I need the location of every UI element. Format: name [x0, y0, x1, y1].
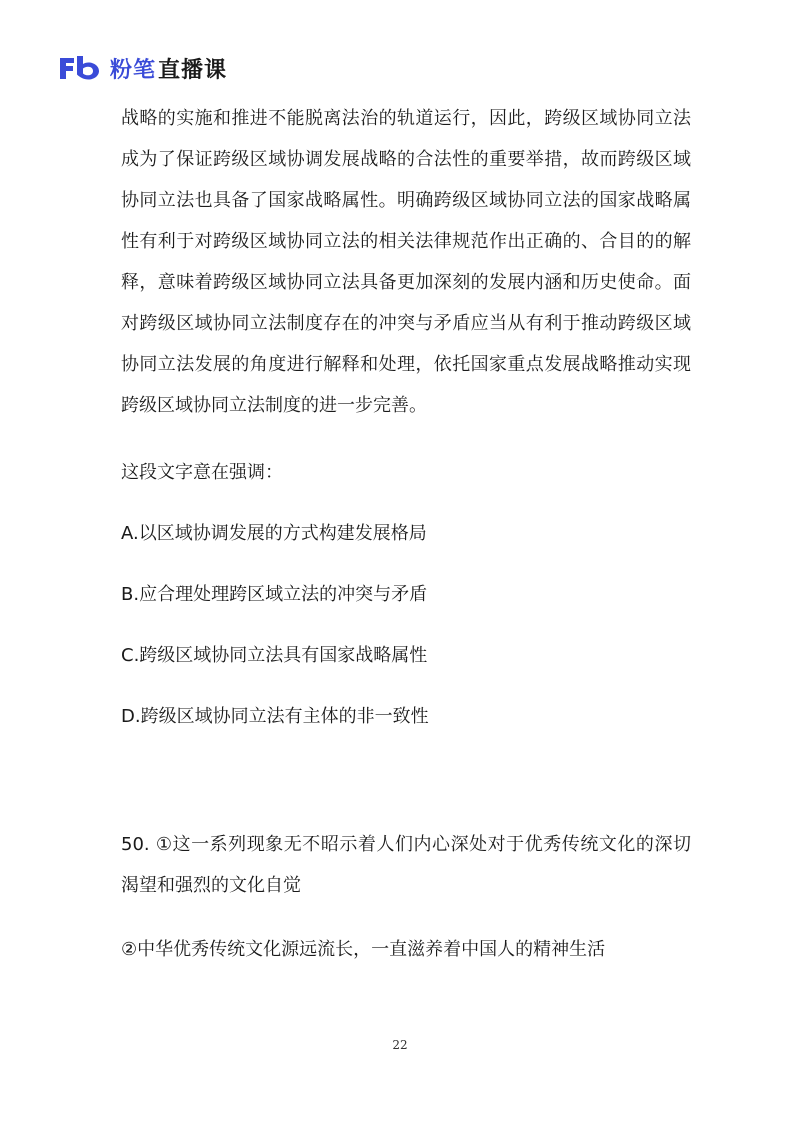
passage-text: 战略的实施和推进不能脱离法治的轨道运行，因此，跨级区域协同立法成为了保证跨级区域协调发展战略的合法性的重要举措，故而跨级区域协同立法也具备了国家战略属性。明确跨级区域协同立法的国家战略属性有利于对跨级区域协同立法的相关法律规范作出正确的、合目的的解释，意味着跨级区域协同立法具备更加深刻的发展内涵和历史使命。面对跨级区域协同立法制度存在的冲突与矛盾应当从有利于推动跨级区域协同立法发展的角度进行解释和处理，依托国家重点发展战略推动实现跨级区域协同立法制度的进一步完善。: [121, 108, 691, 416]
brand-rest-text: 直播课: [158, 57, 228, 83]
fb-logo-icon: [58, 54, 102, 82]
question-prompt: 这段文字意在强调：: [121, 462, 283, 483]
document-body: [121, 98, 691, 970]
question-50-item-1: 50. ①这一系列现象无不昭示着人们内心深处对于优秀传统文化的深切渴望和强烈的文化自觉: [121, 834, 691, 896]
page-number: 22: [392, 1038, 408, 1052]
question-50-item-2: ②中华优秀传统文化源远流长，一直滋养着中国人的精神生活: [121, 939, 606, 960]
option-d: D.跨级区域协同立法有主体的非一致性: [121, 706, 429, 727]
header: [58, 52, 227, 84]
option-c: C.跨级区域协同立法具有国家战略属性: [121, 645, 428, 666]
option-a: A.以区域协调发展的方式构建发展格局: [121, 523, 427, 544]
option-b: B.应合理处理跨区域立法的冲突与矛盾: [121, 584, 428, 605]
brand-accent-text: 粉笔: [110, 57, 157, 83]
brand-name: [110, 53, 227, 84]
